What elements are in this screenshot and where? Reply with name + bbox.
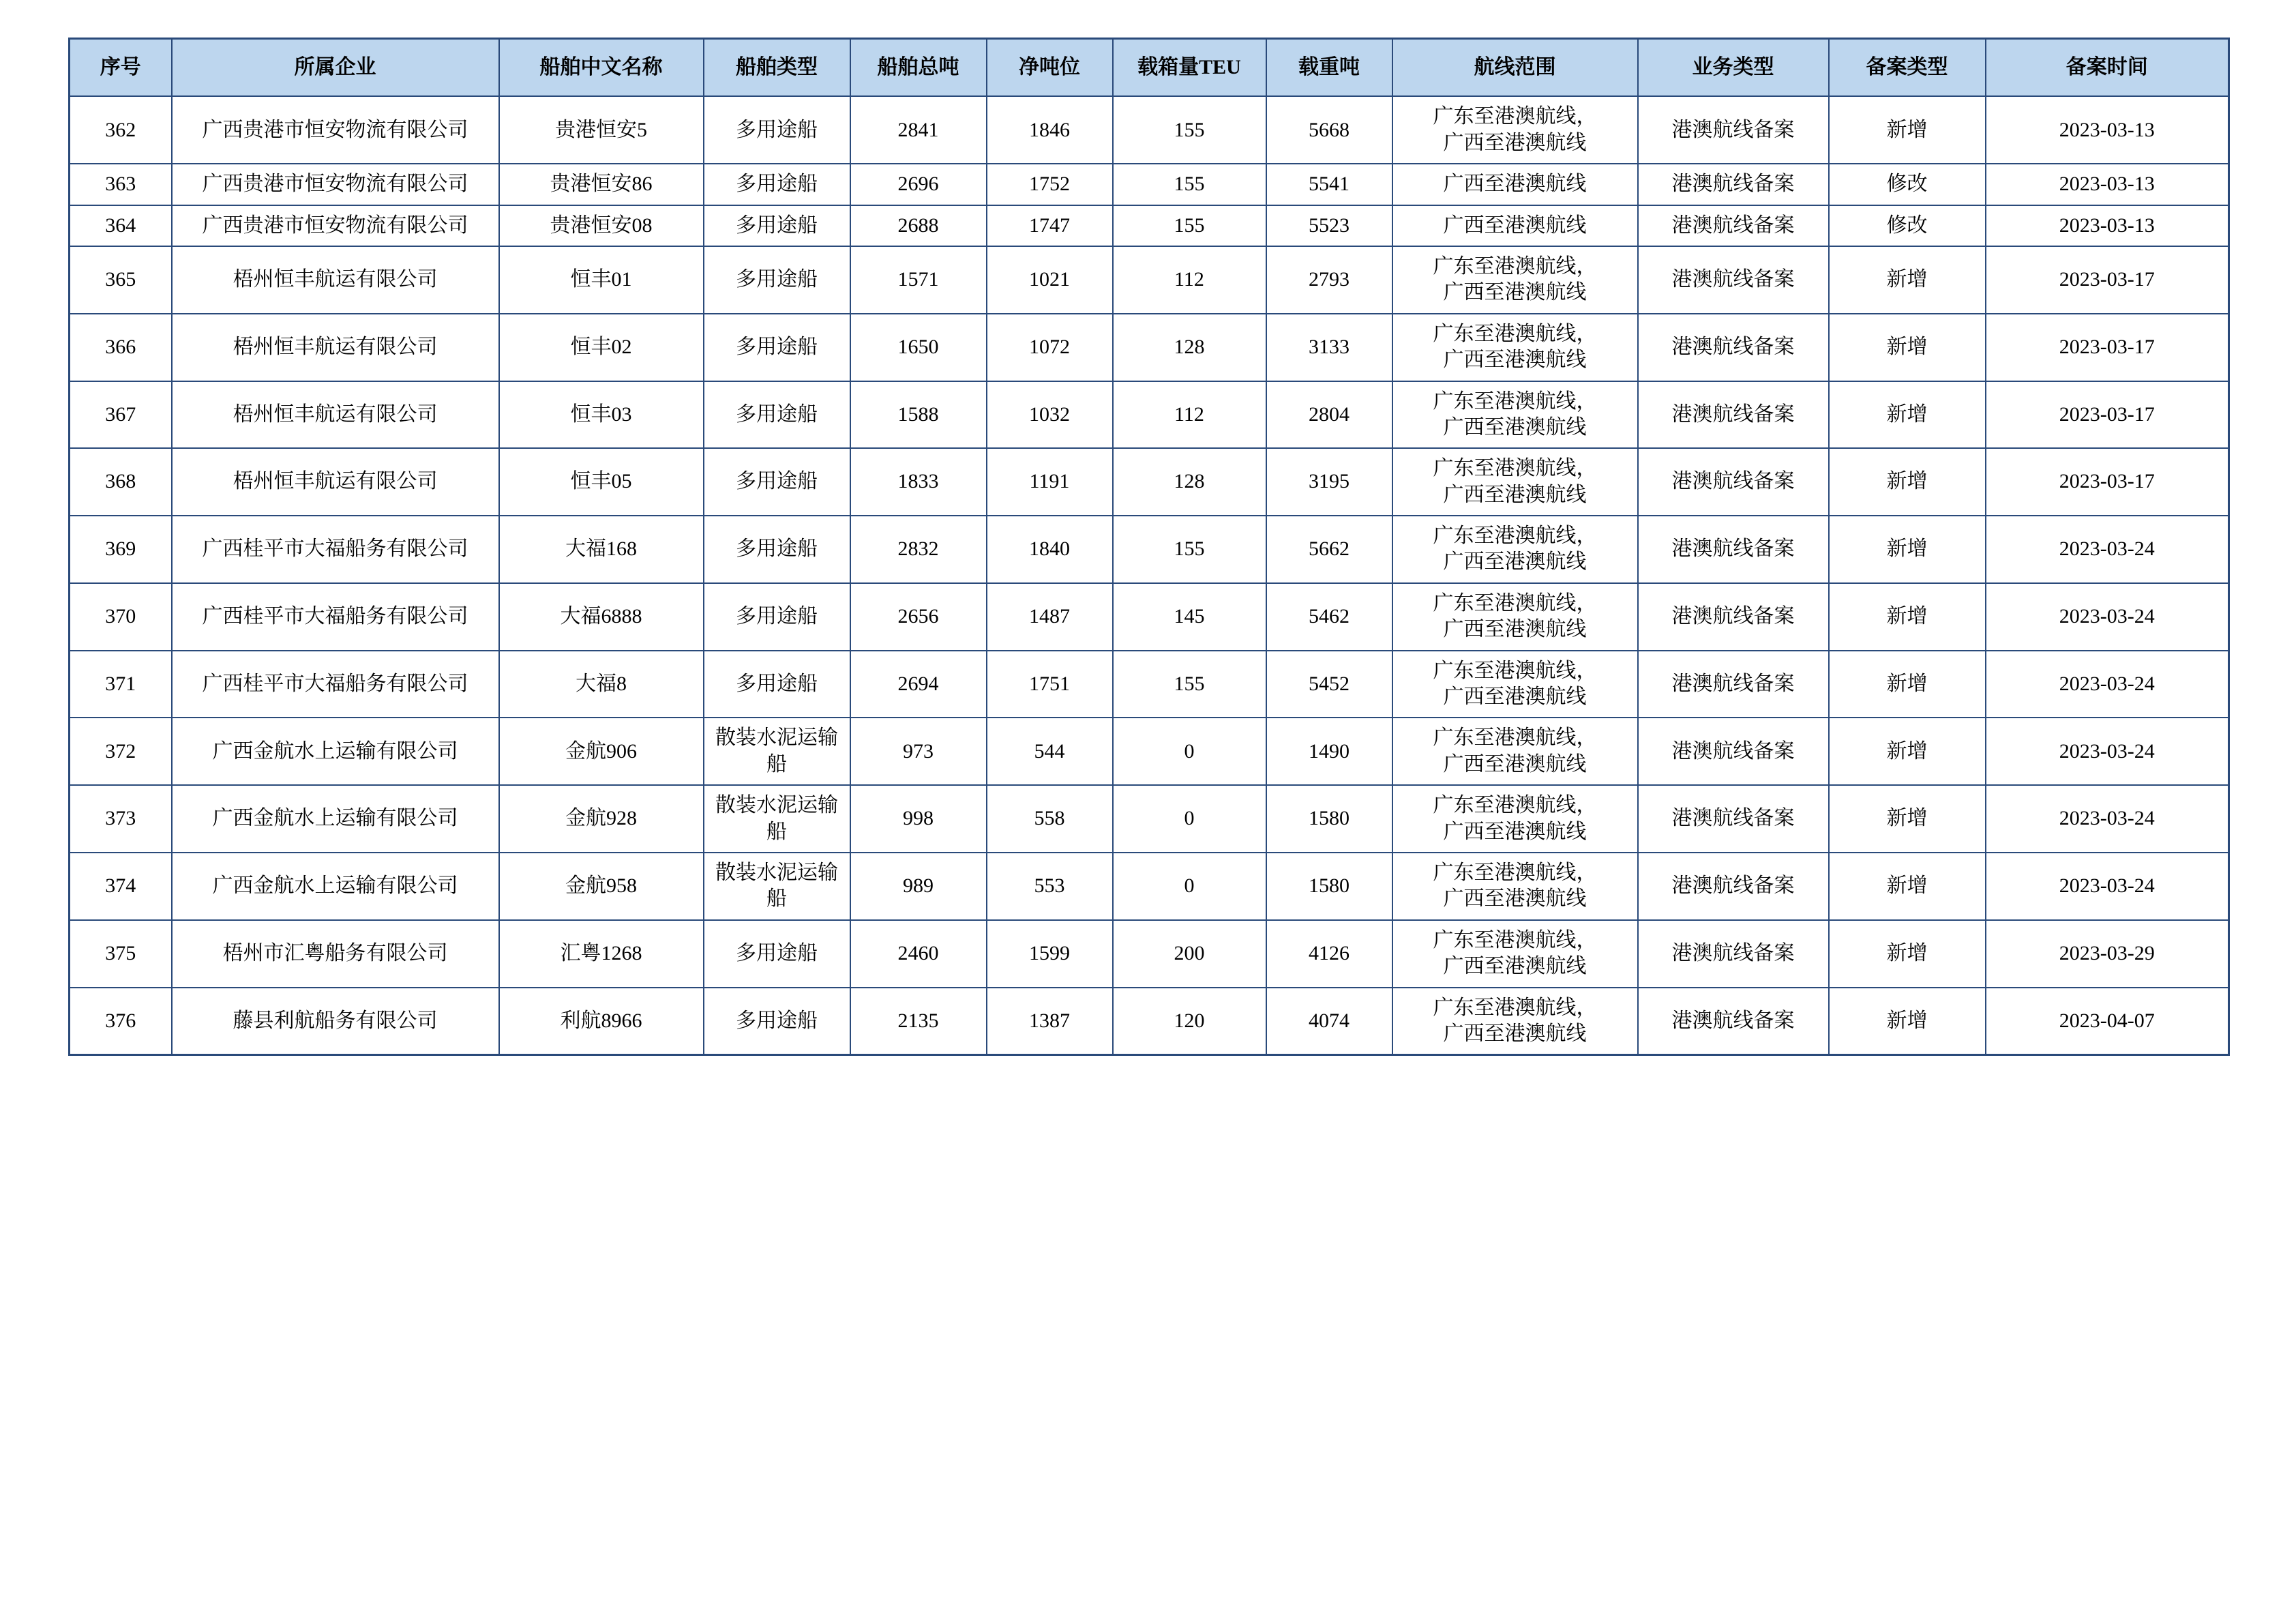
cell-filing-type: 新增 (1829, 988, 1986, 1055)
cell-route (1392, 164, 1638, 205)
cell-net-tonnage: 1599 (987, 920, 1113, 988)
cell-net-tonnage: 1072 (987, 314, 1113, 381)
table-row (70, 651, 2229, 718)
cell-filing-type: 新增 (1829, 853, 1986, 920)
cell-gross-tonnage: 1650 (850, 314, 987, 381)
cell-teu: 0 (1113, 785, 1266, 853)
cell-index: 376 (70, 988, 172, 1055)
cell-gross-tonnage: 2696 (850, 164, 987, 205)
cell-route (1392, 205, 1638, 246)
cell-teu: 155 (1113, 205, 1266, 246)
cell-ship-name: 大福6888 (499, 583, 704, 651)
cell-company: 梧州恒丰航运有限公司 (172, 448, 499, 516)
cell-route (1392, 246, 1638, 314)
cell-ship-name: 恒丰02 (499, 314, 704, 381)
route-line: 广西至港澳航线 (1443, 685, 1587, 709)
cell-teu: 120 (1113, 988, 1266, 1055)
route-line: 广东至港澳航线， (1433, 525, 1597, 548)
column-header-index: 序号 (70, 39, 172, 97)
cell-net-tonnage: 1747 (987, 205, 1113, 246)
column-header-ship-name: 船舶中文名称 (499, 39, 704, 97)
cell-ship-name: 大福8 (499, 651, 704, 718)
table-row (70, 314, 2229, 381)
cell-index: 369 (70, 516, 172, 583)
cell-filing-date: 2023-03-17 (1986, 246, 2229, 314)
column-header-teu: 载箱量TEU (1113, 39, 1266, 97)
column-header-ship-type: 船舶类型 (704, 39, 850, 97)
cell-index: 374 (70, 853, 172, 920)
cell-index: 371 (70, 651, 172, 718)
cell-deadweight: 1490 (1266, 718, 1392, 785)
cell-ship-name: 贵港恒安5 (499, 96, 704, 164)
cell-company: 梧州市汇粤船务有限公司 (172, 920, 499, 988)
cell-company: 广西桂平市大福船务有限公司 (172, 651, 499, 718)
cell-teu: 128 (1113, 314, 1266, 381)
cell-teu: 0 (1113, 853, 1266, 920)
cell-ship-name: 大福168 (499, 516, 704, 583)
cell-ship-type: 多用途船 (704, 516, 850, 583)
cell-net-tonnage: 1751 (987, 651, 1113, 718)
cell-index: 375 (70, 920, 172, 988)
route-line: 广东至港澳航线， (1433, 105, 1597, 128)
table-row (70, 381, 2229, 449)
cell-index: 366 (70, 314, 172, 381)
route-line: 广西至港澳航线 (1443, 213, 1587, 237)
cell-teu: 112 (1113, 381, 1266, 449)
cell-ship-name: 金航958 (499, 853, 704, 920)
cell-route (1392, 314, 1638, 381)
cell-filing-date: 2023-03-13 (1986, 205, 2229, 246)
cell-teu: 128 (1113, 448, 1266, 516)
route-line: 广东至港澳航线， (1433, 322, 1597, 345)
route-line: 广东至港澳航线， (1433, 726, 1597, 750)
cell-company: 广西贵港市恒安物流有限公司 (172, 205, 499, 246)
cell-business-type: 港澳航线备案 (1638, 246, 1829, 314)
cell-ship-name: 金航928 (499, 785, 704, 853)
cell-company: 广西金航水上运输有限公司 (172, 853, 499, 920)
route-line: 广东至港澳航线， (1433, 928, 1597, 951)
table-row (70, 853, 2229, 920)
table-row (70, 448, 2229, 516)
ship-filing-table (68, 38, 2230, 1056)
cell-company: 梧州恒丰航运有限公司 (172, 246, 499, 314)
cell-ship-type: 多用途船 (704, 205, 850, 246)
cell-index: 365 (70, 246, 172, 314)
route-line: 广东至港澳航线， (1433, 861, 1597, 884)
cell-ship-type: 多用途船 (704, 583, 850, 651)
cell-ship-name: 贵港恒安08 (499, 205, 704, 246)
cell-gross-tonnage: 2656 (850, 583, 987, 651)
cell-filing-date: 2023-03-24 (1986, 583, 2229, 651)
cell-ship-type: 多用途船 (704, 381, 850, 449)
cell-net-tonnage: 1191 (987, 448, 1113, 516)
column-header-net-tonnage: 净吨位 (987, 39, 1113, 97)
cell-teu: 155 (1113, 164, 1266, 205)
route-line: 广西至港澳航线 (1443, 752, 1587, 776)
cell-filing-type: 修改 (1829, 164, 1986, 205)
route-line: 广西至港澳航线 (1443, 131, 1587, 154)
cell-gross-tonnage: 2832 (850, 516, 987, 583)
cell-index: 370 (70, 583, 172, 651)
column-header-filing-date: 备案时间 (1986, 39, 2229, 97)
cell-teu: 155 (1113, 96, 1266, 164)
cell-filing-date: 2023-03-24 (1986, 516, 2229, 583)
route-line: 广东至港澳航线， (1433, 794, 1597, 817)
route-line: 广东至港澳航线， (1433, 389, 1597, 413)
table-row (70, 246, 2229, 314)
route-line: 广东至港澳航线， (1433, 254, 1597, 278)
cell-deadweight: 5462 (1266, 583, 1392, 651)
cell-filing-type: 新增 (1829, 516, 1986, 583)
cell-filing-date: 2023-03-17 (1986, 381, 2229, 449)
table-row (70, 164, 2229, 205)
cell-deadweight: 4126 (1266, 920, 1392, 988)
cell-route (1392, 988, 1638, 1055)
route-line: 广西至港澳航线 (1443, 955, 1587, 978)
table-row (70, 920, 2229, 988)
cell-ship-type: 多用途船 (704, 651, 850, 718)
cell-business-type: 港澳航线备案 (1638, 785, 1829, 853)
column-header-filing-type: 备案类型 (1829, 39, 1986, 97)
cell-index: 363 (70, 164, 172, 205)
cell-business-type: 港澳航线备案 (1638, 988, 1829, 1055)
cell-filing-date: 2023-03-17 (1986, 448, 2229, 516)
cell-business-type: 港澳航线备案 (1638, 718, 1829, 785)
cell-business-type: 港澳航线备案 (1638, 583, 1829, 651)
cell-deadweight: 5452 (1266, 651, 1392, 718)
cell-business-type: 港澳航线备案 (1638, 853, 1829, 920)
cell-route (1392, 920, 1638, 988)
cell-filing-date: 2023-03-24 (1986, 718, 2229, 785)
cell-gross-tonnage: 2135 (850, 988, 987, 1055)
route-line: 广西至港澳航线 (1443, 173, 1587, 196)
cell-net-tonnage: 1387 (987, 988, 1113, 1055)
cell-filing-type: 新增 (1829, 583, 1986, 651)
route-line: 广东至港澳航线， (1433, 659, 1597, 682)
cell-filing-type: 新增 (1829, 785, 1986, 853)
route-line: 广西至港澳航线 (1443, 550, 1587, 574)
cell-gross-tonnage: 973 (850, 718, 987, 785)
cell-company: 梧州恒丰航运有限公司 (172, 314, 499, 381)
cell-ship-name: 利航8966 (499, 988, 704, 1055)
table-row (70, 988, 2229, 1055)
column-header-route: 航线范围 (1392, 39, 1638, 97)
cell-filing-type: 新增 (1829, 246, 1986, 314)
cell-route (1392, 516, 1638, 583)
cell-deadweight: 5662 (1266, 516, 1392, 583)
cell-company: 广西金航水上运输有限公司 (172, 785, 499, 853)
route-line: 广西至港澳航线 (1443, 415, 1587, 439)
cell-gross-tonnage: 998 (850, 785, 987, 853)
cell-route (1392, 785, 1638, 853)
cell-gross-tonnage: 1833 (850, 448, 987, 516)
cell-gross-tonnage: 989 (850, 853, 987, 920)
cell-net-tonnage: 1021 (987, 246, 1113, 314)
cell-ship-type: 多用途船 (704, 448, 850, 516)
cell-route (1392, 718, 1638, 785)
route-line: 广东至港澳航线， (1433, 457, 1597, 480)
column-header-company: 所属企业 (172, 39, 499, 97)
cell-gross-tonnage: 1588 (850, 381, 987, 449)
cell-gross-tonnage: 1571 (850, 246, 987, 314)
table-row (70, 718, 2229, 785)
cell-business-type: 港澳航线备案 (1638, 516, 1829, 583)
cell-filing-date: 2023-03-24 (1986, 785, 2229, 853)
cell-ship-name: 恒丰05 (499, 448, 704, 516)
cell-teu: 155 (1113, 516, 1266, 583)
table-row (70, 785, 2229, 853)
table-body (70, 96, 2229, 1054)
cell-ship-name: 贵港恒安86 (499, 164, 704, 205)
cell-ship-name: 汇粤1268 (499, 920, 704, 988)
route-line: 广西至港澳航线 (1443, 820, 1587, 843)
cell-filing-date: 2023-04-07 (1986, 988, 2229, 1055)
route-line: 广西至港澳航线 (1443, 1022, 1587, 1045)
column-header-gross-tonnage: 船舶总吨 (850, 39, 987, 97)
cell-deadweight: 5541 (1266, 164, 1392, 205)
cell-business-type: 港澳航线备案 (1638, 205, 1829, 246)
cell-deadweight: 5668 (1266, 96, 1392, 164)
cell-ship-type: 多用途船 (704, 920, 850, 988)
cell-ship-type: 多用途船 (704, 96, 850, 164)
route-line: 广东至港澳航线， (1433, 996, 1597, 1019)
cell-company: 广西贵港市恒安物流有限公司 (172, 96, 499, 164)
cell-filing-type: 新增 (1829, 651, 1986, 718)
cell-gross-tonnage: 2841 (850, 96, 987, 164)
cell-route (1392, 96, 1638, 164)
cell-index: 373 (70, 785, 172, 853)
cell-net-tonnage: 1840 (987, 516, 1113, 583)
cell-teu: 0 (1113, 718, 1266, 785)
cell-gross-tonnage: 2694 (850, 651, 987, 718)
route-line: 广东至港澳航线， (1433, 591, 1597, 615)
route-line: 广西至港澳航线 (1443, 349, 1587, 372)
cell-index: 372 (70, 718, 172, 785)
cell-company: 梧州恒丰航运有限公司 (172, 381, 499, 449)
cell-route (1392, 651, 1638, 718)
cell-index: 364 (70, 205, 172, 246)
cell-route (1392, 853, 1638, 920)
cell-index: 362 (70, 96, 172, 164)
cell-net-tonnage: 558 (987, 785, 1113, 853)
cell-index: 367 (70, 381, 172, 449)
cell-deadweight: 1580 (1266, 853, 1392, 920)
cell-filing-date: 2023-03-24 (1986, 853, 2229, 920)
cell-filing-type: 新增 (1829, 314, 1986, 381)
cell-net-tonnage: 1752 (987, 164, 1113, 205)
cell-net-tonnage: 544 (987, 718, 1113, 785)
table-row (70, 516, 2229, 583)
cell-deadweight: 5523 (1266, 205, 1392, 246)
cell-deadweight: 3133 (1266, 314, 1392, 381)
cell-business-type: 港澳航线备案 (1638, 448, 1829, 516)
cell-gross-tonnage: 2688 (850, 205, 987, 246)
cell-filing-type: 新增 (1829, 920, 1986, 988)
cell-filing-date: 2023-03-17 (1986, 314, 2229, 381)
cell-filing-date: 2023-03-29 (1986, 920, 2229, 988)
table-row (70, 583, 2229, 651)
cell-filing-date: 2023-03-24 (1986, 651, 2229, 718)
cell-gross-tonnage: 2460 (850, 920, 987, 988)
cell-business-type: 港澳航线备案 (1638, 96, 1829, 164)
cell-filing-type: 新增 (1829, 448, 1986, 516)
cell-deadweight: 4074 (1266, 988, 1392, 1055)
cell-business-type: 港澳航线备案 (1638, 381, 1829, 449)
cell-filing-type: 新增 (1829, 96, 1986, 164)
cell-filing-type: 新增 (1829, 718, 1986, 785)
cell-filing-type: 修改 (1829, 205, 1986, 246)
route-line: 广西至港澳航线 (1443, 887, 1587, 911)
cell-teu: 155 (1113, 651, 1266, 718)
cell-business-type: 港澳航线备案 (1638, 920, 1829, 988)
cell-net-tonnage: 553 (987, 853, 1113, 920)
cell-net-tonnage: 1487 (987, 583, 1113, 651)
route-line: 广西至港澳航线 (1443, 483, 1587, 506)
column-header-deadweight: 载重吨 (1266, 39, 1392, 97)
table-row (70, 96, 2229, 164)
cell-business-type: 港澳航线备案 (1638, 314, 1829, 381)
table-row (70, 205, 2229, 246)
cell-ship-name: 金航906 (499, 718, 704, 785)
cell-ship-type: 多用途船 (704, 314, 850, 381)
cell-ship-name: 恒丰03 (499, 381, 704, 449)
cell-teu: 112 (1113, 246, 1266, 314)
cell-company: 广西金航水上运输有限公司 (172, 718, 499, 785)
cell-ship-type: 散装水泥运输船 (704, 785, 850, 853)
route-line: 广西至港澳航线 (1443, 618, 1587, 641)
cell-filing-date: 2023-03-13 (1986, 96, 2229, 164)
cell-ship-type: 散装水泥运输船 (704, 853, 850, 920)
cell-company: 广西贵港市恒安物流有限公司 (172, 164, 499, 205)
cell-teu: 200 (1113, 920, 1266, 988)
cell-route (1392, 448, 1638, 516)
table-header (70, 39, 2229, 97)
cell-ship-type: 多用途船 (704, 164, 850, 205)
cell-teu: 145 (1113, 583, 1266, 651)
cell-deadweight: 3195 (1266, 448, 1392, 516)
cell-deadweight: 1580 (1266, 785, 1392, 853)
cell-route (1392, 381, 1638, 449)
cell-index: 368 (70, 448, 172, 516)
cell-route (1392, 583, 1638, 651)
cell-company: 广西桂平市大福船务有限公司 (172, 516, 499, 583)
table-header-row (70, 39, 2229, 97)
cell-filing-type: 新增 (1829, 381, 1986, 449)
cell-net-tonnage: 1846 (987, 96, 1113, 164)
cell-ship-name: 恒丰01 (499, 246, 704, 314)
column-header-business-type: 业务类型 (1638, 39, 1829, 97)
cell-deadweight: 2793 (1266, 246, 1392, 314)
cell-company: 广西桂平市大福船务有限公司 (172, 583, 499, 651)
cell-net-tonnage: 1032 (987, 381, 1113, 449)
cell-deadweight: 2804 (1266, 381, 1392, 449)
cell-ship-type: 多用途船 (704, 988, 850, 1055)
route-line: 广西至港澳航线 (1443, 281, 1587, 304)
cell-ship-type: 多用途船 (704, 246, 850, 314)
cell-business-type: 港澳航线备案 (1638, 651, 1829, 718)
cell-filing-date: 2023-03-13 (1986, 164, 2229, 205)
cell-company: 藤县利航船务有限公司 (172, 988, 499, 1055)
cell-business-type: 港澳航线备案 (1638, 164, 1829, 205)
cell-ship-type: 散装水泥运输船 (704, 718, 850, 785)
